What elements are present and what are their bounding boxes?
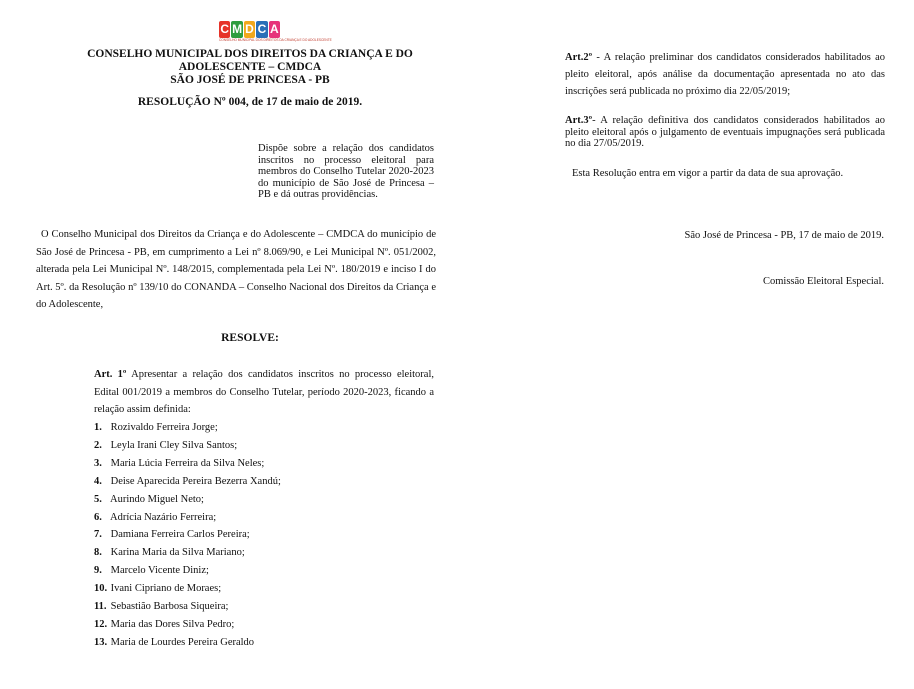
logo-letter: A: [269, 22, 279, 36]
resolve-heading: RESOLVE:: [221, 332, 279, 344]
candidate-name: Leyla Irani Cley Silva Santos;: [110, 439, 238, 451]
list-item: [94, 455, 281, 473]
list-item: [94, 598, 281, 616]
article-3-text: - A relação definitiva dos candidatos considerados habilitados ao pleito eleitoral após o julgamento de eventuais impugnações será publicada no dia 27/05/2019.: [565, 115, 885, 149]
list-number: 13.: [94, 636, 108, 648]
candidate-name: Damiana Ferreira Carlos Pereira;: [110, 529, 250, 541]
candidate-name: Maria das Dores Silva Pedro;: [110, 618, 235, 630]
candidate-name: Rozivaldo Ferreira Jorge;: [110, 422, 218, 433]
place-and-date: São José de Princesa - PB, 17 de maio de 2019.: [684, 230, 884, 241]
list-item: [94, 526, 281, 544]
list-item: [94, 562, 281, 580]
article-2-label: Art.2º: [565, 52, 593, 63]
list-item: [94, 580, 281, 598]
list-number: 5.: [94, 493, 102, 505]
candidate-name: Adrícia Nazário Ferreira;: [110, 511, 217, 523]
article-2: [565, 49, 885, 100]
list-number: 1.: [94, 422, 102, 433]
signature-committee: Comissão Eleitoral Especial.: [762, 276, 884, 287]
list-item: [94, 544, 281, 562]
article-3-label: Art.3º: [565, 115, 593, 126]
article-1-text: Apresentar a relação dos candidatos inscritos no processo eleitoral, Edital 001/2019 a membros do Conselho Tutelar, período 2020-2023, ficando a relação assim definida:: [94, 369, 434, 415]
list-number: 4.: [94, 475, 102, 487]
document-header: [60, 48, 440, 87]
logo-subtitle: CONSELHO MUNICIPAL DOS DIREITOS DA CRIANÇA E DO ADOLESCENTE: [219, 38, 332, 42]
list-number: 2.: [94, 439, 102, 451]
list-number: 8.: [94, 547, 102, 559]
preamble-paragraph: O Conselho Municipal dos Direitos da Criança e do Adolescente – CMDCA do município de São José de Princesa - PB, em cumprimento a Lei nº 8.069/90, e Lei Municipal Nº. 051/2002, alterada pela Lei Municipal Nº. 148/2015, complementada pela Lei Nº. 180/2019 e inciso I do Art. 5º. da Resolução nº 139/10 do CONANDA – Conselho Nacional dos Direitos da Criança e do Adolescente,: [36, 229, 436, 310]
list-number: 12.: [94, 618, 108, 630]
effective-clause: Esta Resolução entra em vigor a partir da data de sua aprovação.: [572, 168, 844, 179]
list-item: [94, 616, 281, 634]
candidate-name: Ivani Cipriano de Moraes;: [110, 583, 222, 595]
header-line-2: ADOLESCENTE – CMDCA: [178, 61, 322, 73]
article-1-label: Art. 1º: [94, 369, 127, 380]
list-number: 7.: [94, 529, 102, 541]
list-number: 11.: [94, 601, 107, 613]
logo-letter: M: [232, 22, 243, 36]
cmdca-logo: [219, 21, 332, 47]
list-item: [94, 509, 281, 527]
logo-letter: C: [220, 22, 230, 36]
logo-letters: [219, 21, 281, 38]
list-number: 3.: [94, 457, 102, 469]
candidate-name: Maria de Lourdes Pereira Geraldo: [110, 636, 255, 648]
candidate-name: Karina Maria da Silva Mariano;: [110, 547, 245, 559]
header-line-3: SÃO JOSÉ DE PRINCESA - PB: [170, 74, 330, 86]
logo-letter: C: [257, 22, 267, 36]
candidate-name: Sebastião Barbosa Siqueira;: [110, 601, 229, 613]
list-number: 6.: [94, 511, 102, 523]
candidate-name: Deise Aparecida Pereira Bezerra Xandú;: [110, 475, 281, 487]
article-2-text: - A relação preliminar dos candidatos considerados habilitados ao pleito eleitoral, após análise da documentação apresentada no ato das inscrições será publicada no próximo dia 22/05/2019;: [565, 52, 885, 97]
list-item: [94, 491, 281, 509]
list-item: [94, 473, 281, 491]
candidates-list: [94, 419, 281, 652]
article-3: [565, 115, 885, 150]
candidate-name: Maria Lúcia Ferreira da Silva Neles;: [110, 457, 265, 469]
header-line-1: CONSELHO MUNICIPAL DOS DIREITOS DA CRIANÇA E DO: [87, 48, 413, 60]
list-item: [94, 634, 281, 652]
right-page: [457, 0, 914, 689]
resolution-title: RESOLUÇÃO Nº 004, de 17 de maio de 2019.: [137, 96, 363, 108]
ementa-summary: Dispõe sobre a relação dos candidatos inscritos no processo eleitoral para membros do Conselho Tutelar 2020-2023 do município de São José de Princesa – PB e dá outras providências.: [258, 143, 434, 200]
candidate-name: Marcelo Vicente Diniz;: [110, 565, 209, 577]
list-number: 9.: [94, 565, 102, 577]
article-1: [94, 366, 434, 419]
logo-letter: D: [245, 22, 254, 36]
candidate-name: Aurindo Miguel Neto;: [110, 493, 204, 505]
list-item: [94, 419, 281, 437]
list-item: [94, 437, 281, 455]
list-number: 10.: [94, 583, 108, 595]
